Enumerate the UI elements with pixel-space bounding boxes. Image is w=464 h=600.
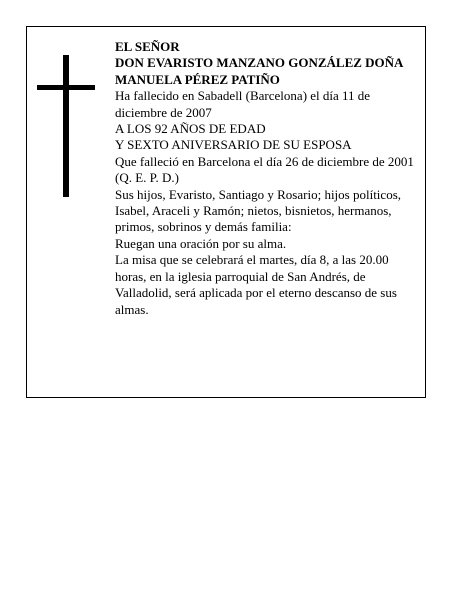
spouse-death-line: Que falleció en Barcelona el día 26 de diciembre de 2001 [115, 153, 414, 169]
cross-vertical-bar [63, 55, 69, 197]
cross-icon [37, 55, 97, 197]
anniversary-line: Y SEXTO ANIVERSARIO DE SU ESPOSA [115, 137, 352, 153]
qepd-line: (Q. E. P. D.) [115, 170, 179, 186]
obituary-notice [26, 26, 426, 398]
age-line: A LOS 92 AÑOS DE EDAD [115, 121, 266, 137]
mass-info: La misa que se celebrará el martes, día 8, a las 20.00 horas, en la iglesia parroquial de San Andrés, de Valladolid, será aplicada por el eterno descanso de sus almas. [115, 252, 397, 317]
family-line: Sus hijos, Evaristo, Santiago y Rosario; hijos políticos, Isabel, Araceli y Ramón; nietos, bisnietos, hermanos, primos, sobrinos y demás familia: [115, 186, 401, 235]
deceased-names: DON EVARISTO MANZANO GONZÁLEZ DOÑA MANUELA PÉREZ PATIÑO [115, 55, 403, 87]
cross-horizontal-bar [37, 85, 95, 90]
death-statement: Ha fallecido en Sabadell (Barcelona) el día 11 de diciembre de 2007 [115, 88, 371, 120]
notice-title: EL SEÑOR [115, 39, 180, 54]
prayer-request: Ruegan una oración por su alma. [115, 235, 287, 251]
notice-body [115, 39, 421, 318]
